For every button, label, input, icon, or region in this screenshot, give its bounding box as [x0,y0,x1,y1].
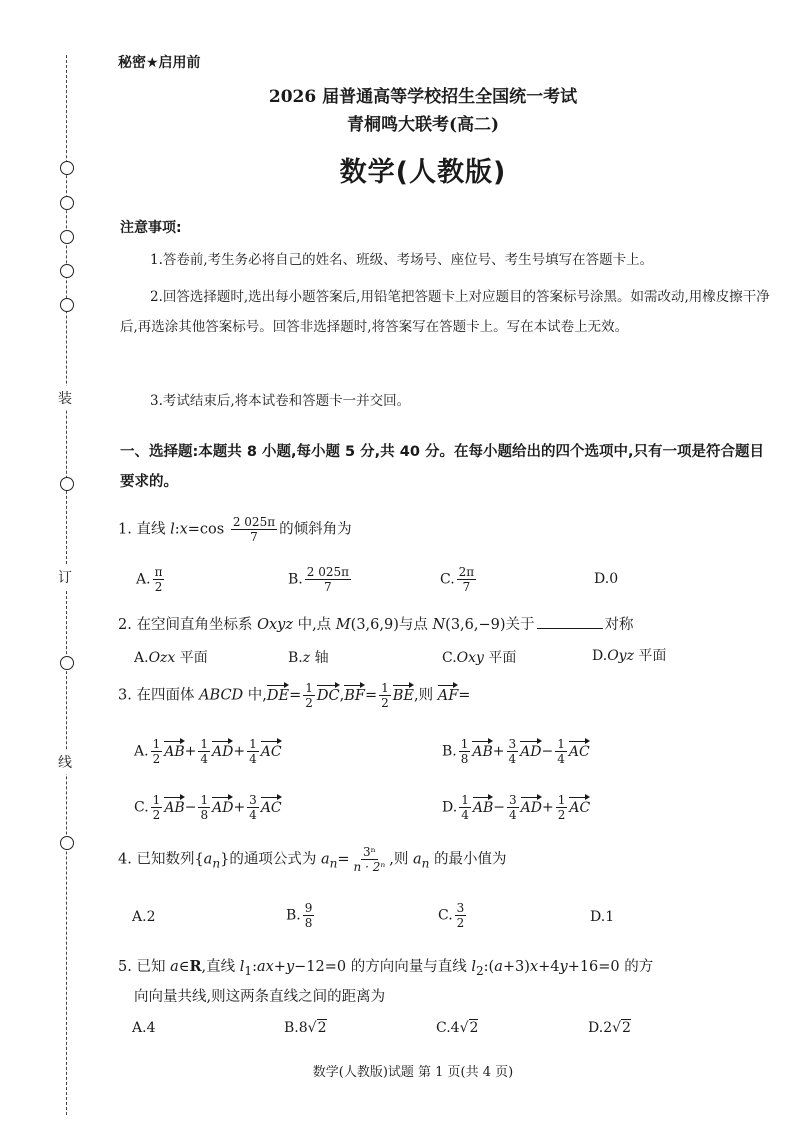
q3-option-a[interactable]: A. $\frac{1}{2}$ AB+ $\frac{1}{4}$ AD+ $\frac{1}{4}$ AC [134,737,282,766]
q1-option-a[interactable]: A. $\frac{\pi}{2}$ [136,565,163,594]
q3-option-c[interactable]: C. $\frac{1}{2}$ AB− $\frac{1}{8}$ AD+ $\frac{3}{4}$ AC [134,793,282,822]
binding-hole-icon [60,196,74,210]
binding-char-ding: 订 [58,565,72,589]
exam-subtitle: 青桐鸣大联考(高二) [346,115,500,135]
q3-option-d[interactable]: D. $\frac{1}{4}$ AB− $\frac{3}{4}$ AD+ $\frac{1}{2}$ AC [442,793,591,822]
notice-item-1: 1.答卷前,考生务必将自己的姓名、班级、考场号、座位号、考生号填写在答题卡上。 [150,252,654,268]
q5-option-a[interactable]: A.4 [132,1020,156,1036]
binding-hole-icon [60,656,74,670]
sqrt-icon: √ [459,1020,469,1036]
notice-heading: 注意事项: [120,220,182,236]
q4-option-b[interactable]: B. $\frac{9}{8}$ [286,901,313,930]
page-footer: 数学(人教版)试题 第 1 页(共 4 页) [312,1065,514,1080]
q2-option-b[interactable]: B.z 轴 [288,650,329,666]
sqrt-icon: √ [612,1020,622,1036]
binding-char-zhuang: 装 [58,386,72,410]
question-2-stem: 2. 在空间直角坐标系 Oxyz 中,点 M(3,6,9)与点 N(3,6,−9)关于 对称 [118,617,634,633]
binding-hole-icon [60,477,74,491]
q1-option-d[interactable]: D.0 [594,571,619,587]
q5-option-b[interactable]: B.8√2 [284,1020,327,1036]
q4-option-d[interactable]: D.1 [590,909,615,925]
binding-hole-icon [60,264,74,278]
question-3-stem: 3. 在四面体 ABCD 中,DE= $\frac{1}{2}$ DC,BF= $\frac{1}{2}$ BE,则 AF= [118,681,471,710]
sqrt-icon: √ [307,1020,317,1036]
question-4-stem: 4. 已知数列$\{a_n\}$的通项公式为 $a_n=$ $\frac{\text{3ⁿ}}{\text{n · 2ⁿ}}$ ,则 $a_n$ 的最小值为 [118,845,507,874]
answer-blank [537,628,603,629]
binding-hole-icon [60,298,74,312]
question-5-stem-line2: 向向量共线,则这两条直线之间的距离为 [134,989,386,1005]
binding-char-xian: 线 [58,750,72,774]
section-heading: 一、选择题:本题共 8 小题,每小题 5 分,共 40 分。在每小题给出的四个选项中,只有一项是符合题目要求的。 [120,444,764,490]
subject-title: 数学(人教版) [339,157,507,188]
q2-option-c[interactable]: C.Oxy 平面 [442,650,517,666]
q2-option-d[interactable]: D.Oyz 平面 [592,648,667,664]
q3-option-b[interactable]: B. $\frac{1}{8}$ AB+ $\frac{3}{4}$ AD− $\frac{1}{4}$ AC [442,737,590,766]
binding-hole-icon [60,836,74,850]
q5-option-d[interactable]: D.2√2 [588,1020,631,1036]
notice-item-3: 3.考试结束后,将本试卷和答题卡一并交回。 [150,393,411,409]
q4-option-c[interactable]: C. $\frac{3}{2}$ [438,901,465,930]
exam-title: 2026 届普通高等学校招生全国统一考试 [268,87,578,107]
question-5-stem-line1: 5. 已知 a∈R,直线 $l_1:ax+y-12=0$ 的方向向量与直线 $l_2:(a+3)x+4y+16=0$ 的方 [118,958,654,978]
fraction: $\frac{2 025\pi}{7}$ [232,515,276,544]
q1-option-b[interactable]: B. $\frac{2 025\pi}{7}$ [288,565,349,594]
confidential-label: 秘密★启用前 [118,55,201,71]
q1-option-c[interactable]: C. $\frac{2\pi}{7}$ [440,565,475,594]
binding-hole-icon [60,230,74,244]
q4-option-a[interactable]: A.2 [132,909,156,925]
notice-item-2: 2.回答选择题时,选出每小题答案后,用铅笔把答题卡上对应题目的答案标号涂黑。如需改动,用橡皮擦干净后,再选涂其他答案标号。回答非选择题时,将答案写在答题卡上。写在本试卷上无效。 [120,289,770,335]
q2-option-a[interactable]: A.Ozx 平面 [134,650,208,666]
q5-option-c[interactable]: C.4√2 [436,1020,479,1036]
question-1-stem: 1. 直线 l:x=cos $\frac{2 025\pi}{7}$ 的倾斜角为 [118,515,352,544]
